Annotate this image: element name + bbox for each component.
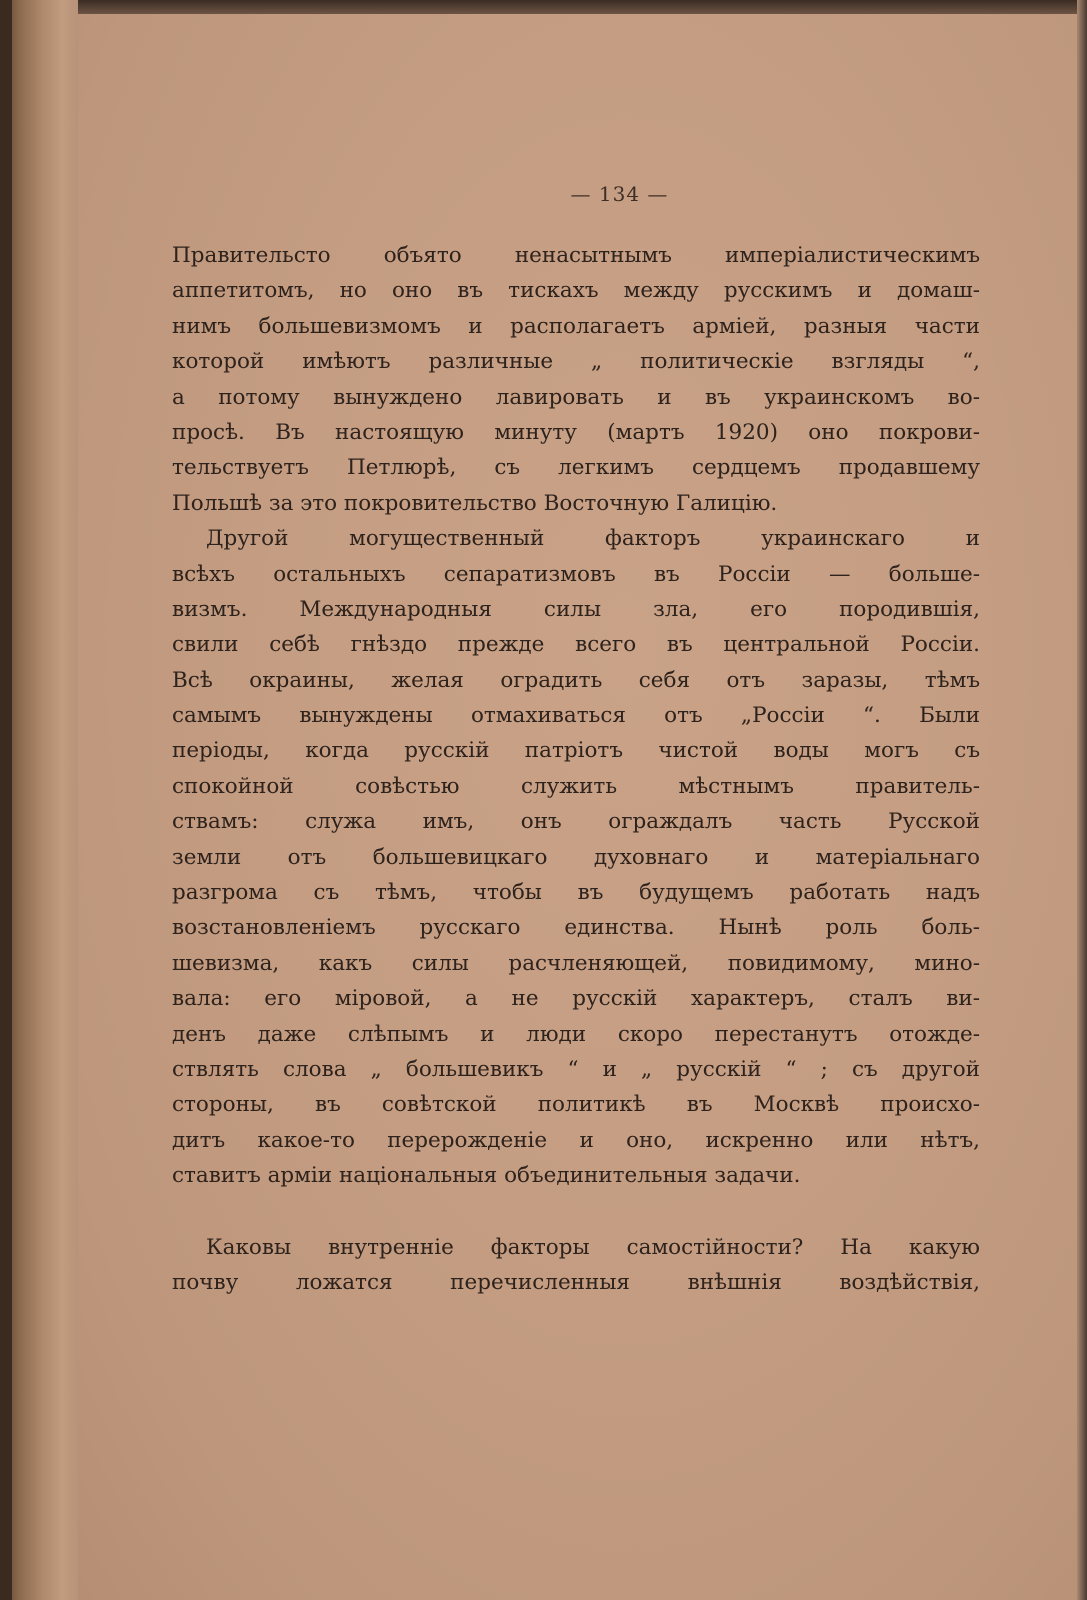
text-line: визмъ. Международныя силы зла, его породившія, — [172, 596, 980, 622]
text-line: Каковы внутренніе факторы самостійности? На какую — [206, 1234, 980, 1260]
text-line: всѣхъ остальныхъ сепаратизмовъ въ Россіи — больше- — [172, 561, 980, 587]
text-line: денъ даже слѣпымъ и люди скоро перестанутъ отожде- — [172, 1021, 980, 1047]
body-text — [172, 238, 980, 1300]
text-line: аппетитомъ, но оно въ тискахъ между русскимъ и домаш- — [172, 278, 980, 304]
text-line: ствлять слова „ большевикъ “ и „ русскій “ ; съ другой — [172, 1056, 980, 1082]
text-line: тельствуетъ Петлюрѣ, съ легкимъ сердцемъ продавшему — [172, 455, 980, 481]
text-line: стороны, въ совѣтской политикѣ въ Москвѣ происхо- — [172, 1092, 980, 1118]
text-line: Правительсто объято ненасытнымъ имперіалистическимъ — [172, 243, 980, 268]
book-right-edge — [1077, 0, 1087, 1600]
text-line: земли отъ большевицкаго духовнаго и матеріальнаго — [172, 844, 980, 870]
text-line: ставитъ арміи національныя объединительныя задачи. — [172, 1163, 801, 1189]
page-number: — 134 — — [570, 182, 669, 206]
text-line: вала: его міровой, а не русскій характеръ, сталъ ви- — [172, 986, 980, 1012]
text-line: нимъ большевизмомъ и располагаетъ арміей, разныя части — [172, 313, 980, 339]
text-line: періоды, когда русскій патріотъ чистой воды могъ съ — [172, 738, 980, 764]
paragraph-gap — [172, 1194, 980, 1230]
text-line: возстановленіемъ русскаго единства. Нынѣ роль боль- — [172, 915, 980, 941]
text-line: просѣ. Въ настоящую минуту (мартъ 1920) оно покрови- — [172, 419, 980, 445]
text-line: почву ложатся перечисленныя внѣшнія воздѣйствія, — [172, 1269, 980, 1295]
text-line: разгрома съ тѣмъ, чтобы въ будущемъ работать надъ — [172, 880, 980, 906]
text-line: а потому вынуждено лавировать и въ украинскомъ во- — [172, 384, 980, 410]
text-line: шевизма, какъ силы расчленяющей, повидимому, мино- — [172, 950, 980, 976]
text-line: самымъ вынуждены отмахиваться отъ „Россіи “. Были — [172, 703, 980, 729]
text-line: спокойной совѣстью служить мѣстнымъ правитель- — [172, 773, 980, 799]
text-line: свили себѣ гнѣздо прежде всего въ центральной Россіи. — [172, 632, 980, 658]
text-line: Польшѣ за это покровительство Восточную Галицію. — [172, 490, 778, 516]
book-binding — [0, 0, 12, 1600]
text-line: дитъ какое-то перерожденіе и оно, искренно или нѣтъ, — [172, 1127, 980, 1153]
book-top-edge — [0, 0, 1087, 14]
text-line: которой имѣютъ различные „ политическіе взгляды “, — [172, 349, 980, 375]
text-line: Другой могущественный факторъ украинскаго и — [206, 526, 980, 552]
text-line: ствамъ: служа имъ, онъ ограждалъ часть Русской — [172, 809, 980, 835]
text-line: Всѣ окраины, желая оградить себя отъ заразы, тѣмъ — [172, 667, 980, 693]
